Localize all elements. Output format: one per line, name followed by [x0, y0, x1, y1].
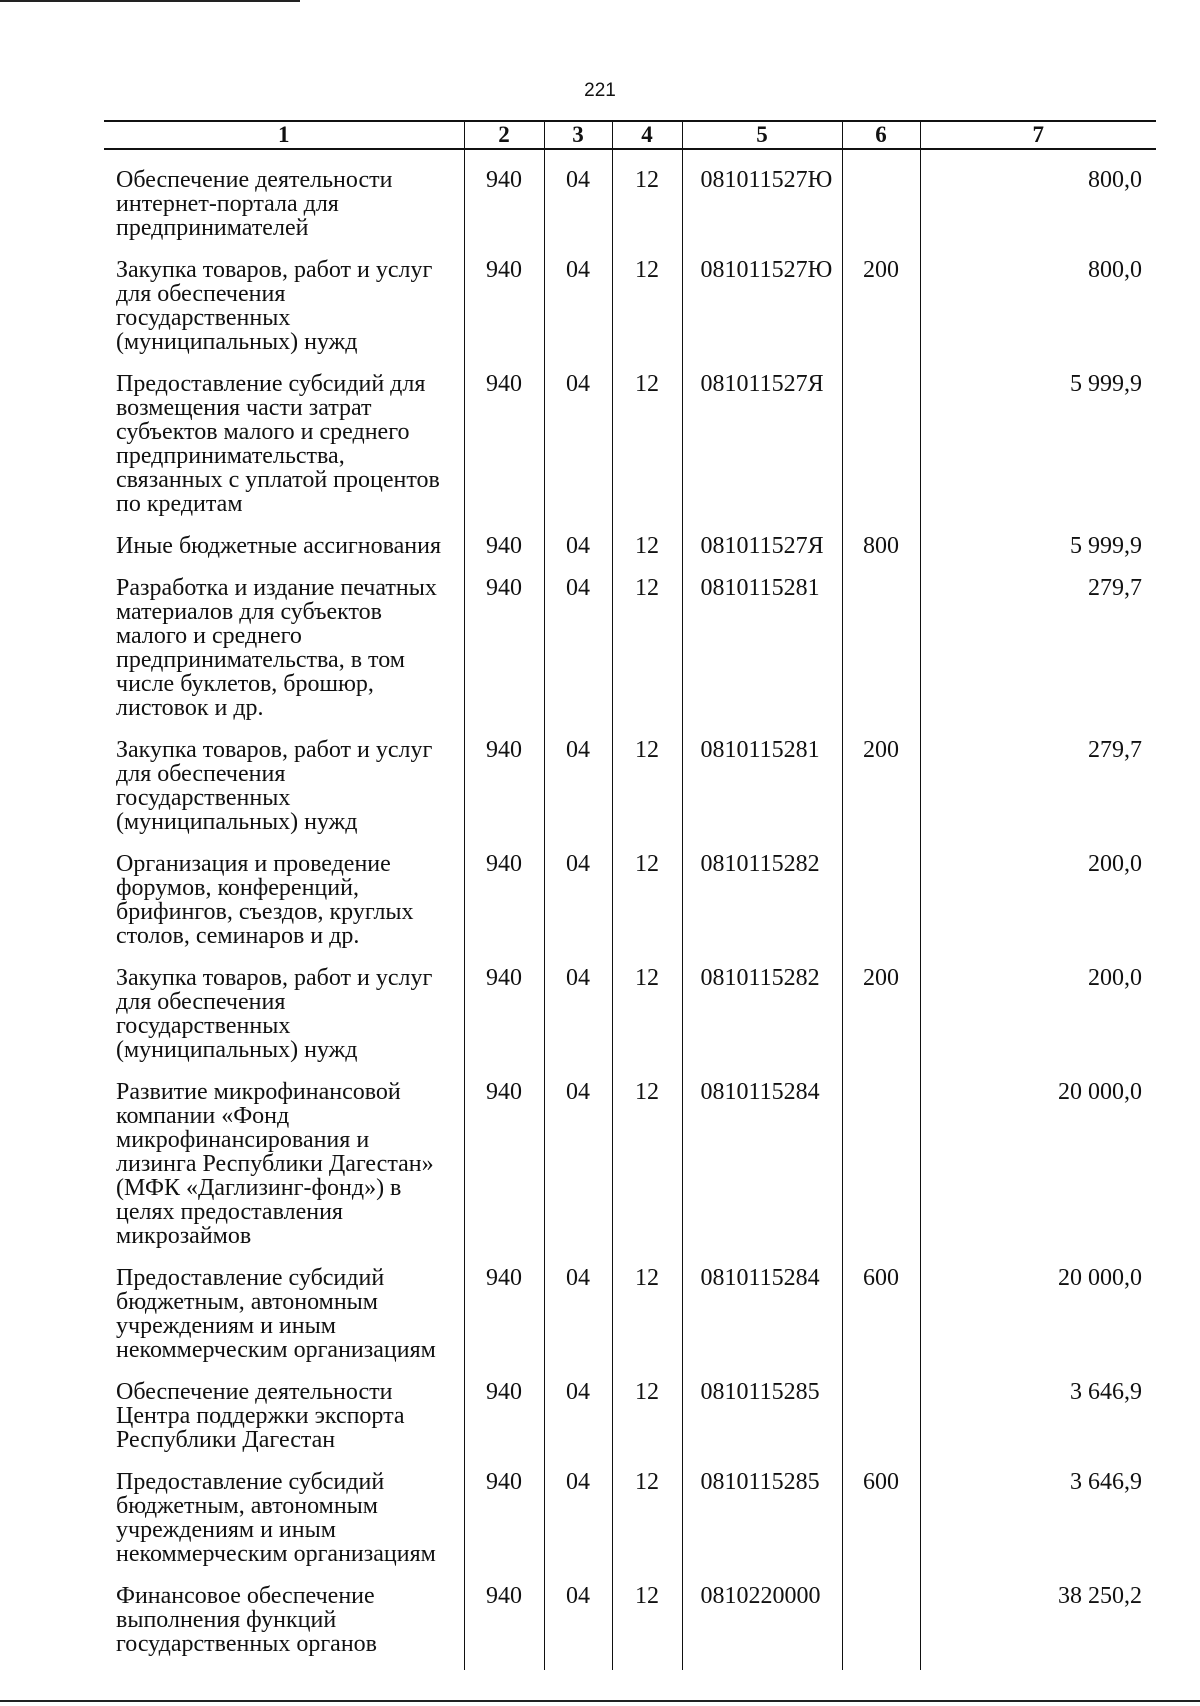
expense-name-cell: Закупка товаров, работ и услуг для обеспечения государственных (муниципальных) нужд	[116, 965, 433, 1063]
table-row	[104, 149, 1156, 240]
ministry-code-cell: 940	[464, 1566, 544, 1670]
ministry-code-cell: 940	[464, 516, 544, 558]
amount-cell: 20 000,0	[920, 1248, 1156, 1362]
ministry-code-cell: 940	[464, 834, 544, 948]
target-article-code-cell: 0810115285	[682, 1452, 842, 1566]
subsection-code-cell: 12	[612, 516, 682, 558]
amount-cell: 800,0	[920, 149, 1156, 240]
expense-type-code-cell	[842, 1566, 920, 1670]
column-header-6: 6	[842, 121, 920, 149]
page-number: 221	[584, 80, 616, 101]
column-header-5: 5	[682, 121, 842, 149]
amount-cell: 279,7	[920, 720, 1156, 834]
subsection-code-cell: 12	[612, 1248, 682, 1362]
amount-cell: 200,0	[920, 834, 1156, 948]
expense-name-cell: Организация и проведение форумов, конференций, брифингов, съездов, круглых столов, семинаров и др.	[116, 851, 414, 949]
expense-type-code-cell	[842, 1062, 920, 1248]
expense-name-cell: Предоставление субсидий для возмещения части затрат субъектов малого и среднего предпринимательства, связанных с уплатой процентов по кредитам	[116, 371, 440, 517]
subsection-code-cell: 12	[612, 1566, 682, 1670]
expense-name-cell: Развитие микрофинансовой компании «Фонд микрофинансирования и лизинга Республики Дагестан» (МФК «Даглизинг-фонд») в целях предоставления микрозаймов	[116, 1079, 434, 1249]
column-header-4: 4	[612, 121, 682, 149]
target-article-code-cell: 0810115282	[682, 948, 842, 1062]
section-code-cell: 04	[544, 516, 612, 558]
section-code-cell: 04	[544, 1362, 612, 1452]
target-article-code-cell: 0810115284	[682, 1248, 842, 1362]
section-code-cell: 04	[544, 354, 612, 516]
table-row	[104, 516, 1156, 558]
section-code-cell: 04	[544, 720, 612, 834]
expense-type-code-cell: 600	[842, 1452, 920, 1566]
amount-cell: 20 000,0	[920, 1062, 1156, 1248]
target-article-code-cell: 0810115285	[682, 1362, 842, 1452]
subsection-code-cell: 12	[612, 720, 682, 834]
subsection-code-cell: 12	[612, 1362, 682, 1452]
ministry-code-cell: 940	[464, 1062, 544, 1248]
table-row	[104, 240, 1156, 354]
expense-type-code-cell: 200	[842, 948, 920, 1062]
target-article-code-cell: 0810220000	[682, 1566, 842, 1670]
budget-table	[104, 120, 1156, 1670]
table-row	[104, 558, 1156, 720]
ministry-code-cell: 940	[464, 1452, 544, 1566]
target-article-code-cell: 081011527Я	[682, 354, 842, 516]
expense-name-cell: Предоставление субсидий бюджетным, автономным учреждениям и иным некоммерческим организациям	[116, 1265, 436, 1363]
section-code-cell: 04	[544, 948, 612, 1062]
ministry-code-cell: 940	[464, 1248, 544, 1362]
ministry-code-cell: 940	[464, 354, 544, 516]
amount-cell: 5 999,9	[920, 354, 1156, 516]
table-row	[104, 1248, 1156, 1362]
table-row	[104, 1566, 1156, 1670]
section-code-cell: 04	[544, 558, 612, 720]
subsection-code-cell: 12	[612, 558, 682, 720]
subsection-code-cell: 12	[612, 1062, 682, 1248]
expense-type-code-cell: 600	[842, 1248, 920, 1362]
target-article-code-cell: 0810115282	[682, 834, 842, 948]
expense-name-cell: Закупка товаров, работ и услуг для обеспечения государственных (муниципальных) нужд	[116, 737, 433, 835]
expense-type-code-cell	[842, 834, 920, 948]
table-body	[104, 149, 1156, 1670]
expense-type-code-cell	[842, 558, 920, 720]
table-row	[104, 720, 1156, 834]
section-code-cell: 04	[544, 240, 612, 354]
expense-name-cell: Закупка товаров, работ и услуг для обеспечения государственных (муниципальных) нужд	[116, 257, 433, 355]
amount-cell: 38 250,2	[920, 1566, 1156, 1670]
ministry-code-cell: 940	[464, 1362, 544, 1452]
table-row	[104, 1062, 1156, 1248]
amount-cell: 3 646,9	[920, 1452, 1156, 1566]
ministry-code-cell: 940	[464, 948, 544, 1062]
table-row	[104, 948, 1156, 1062]
amount-cell: 279,7	[920, 558, 1156, 720]
ministry-code-cell: 940	[464, 149, 544, 240]
ministry-code-cell: 940	[464, 558, 544, 720]
expense-type-code-cell: 200	[842, 240, 920, 354]
column-header-3: 3	[544, 121, 612, 149]
amount-cell: 800,0	[920, 240, 1156, 354]
column-header-1: 1	[104, 121, 464, 149]
amount-cell: 3 646,9	[920, 1362, 1156, 1452]
target-article-code-cell: 081011527Ю	[682, 149, 842, 240]
scan-edge-line	[0, 0, 300, 2]
subsection-code-cell: 12	[612, 1452, 682, 1566]
expense-name-cell: Предоставление субсидий бюджетным, автономным учреждениям и иным некоммерческим организациям	[116, 1469, 436, 1567]
ministry-code-cell: 940	[464, 720, 544, 834]
ministry-code-cell: 940	[464, 240, 544, 354]
target-article-code-cell: 081011527Я	[682, 516, 842, 558]
expense-name-cell: Обеспечение деятельности Центра поддержки экспорта Республики Дагестан	[116, 1379, 405, 1453]
section-code-cell: 04	[544, 1248, 612, 1362]
subsection-code-cell: 12	[612, 834, 682, 948]
column-header-2: 2	[464, 121, 544, 149]
expense-name-cell: Финансовое обеспечение выполнения функций государственных органов	[116, 1583, 377, 1657]
expense-type-code-cell: 200	[842, 720, 920, 834]
table-row	[104, 354, 1156, 516]
header-row	[104, 121, 1156, 149]
expense-name-cell: Иные бюджетные ассигнования	[116, 533, 441, 559]
table-row	[104, 1362, 1156, 1452]
expense-type-code-cell: 800	[842, 516, 920, 558]
expense-name-cell: Обеспечение деятельности интернет-портала для предпринимателей	[116, 167, 393, 241]
column-header-7: 7	[920, 121, 1156, 149]
subsection-code-cell: 12	[612, 354, 682, 516]
target-article-code-cell: 081011527Ю	[682, 240, 842, 354]
table-row	[104, 1452, 1156, 1566]
amount-cell: 5 999,9	[920, 516, 1156, 558]
subsection-code-cell: 12	[612, 149, 682, 240]
section-code-cell: 04	[544, 149, 612, 240]
expense-type-code-cell	[842, 354, 920, 516]
target-article-code-cell: 0810115281	[682, 720, 842, 834]
section-code-cell: 04	[544, 1566, 612, 1670]
target-article-code-cell: 0810115281	[682, 558, 842, 720]
scan-edge-line	[0, 1700, 1200, 1702]
expense-type-code-cell	[842, 1362, 920, 1452]
subsection-code-cell: 12	[612, 948, 682, 1062]
table-row	[104, 834, 1156, 948]
section-code-cell: 04	[544, 1062, 612, 1248]
amount-cell: 200,0	[920, 948, 1156, 1062]
expense-type-code-cell	[842, 149, 920, 240]
subsection-code-cell: 12	[612, 240, 682, 354]
expense-name-cell: Разработка и издание печатных материалов для субъектов малого и среднего предпринимательства, в том числе буклетов, брошюр, листовок и др.	[116, 575, 437, 721]
section-code-cell: 04	[544, 834, 612, 948]
target-article-code-cell: 0810115284	[682, 1062, 842, 1248]
section-code-cell: 04	[544, 1452, 612, 1566]
